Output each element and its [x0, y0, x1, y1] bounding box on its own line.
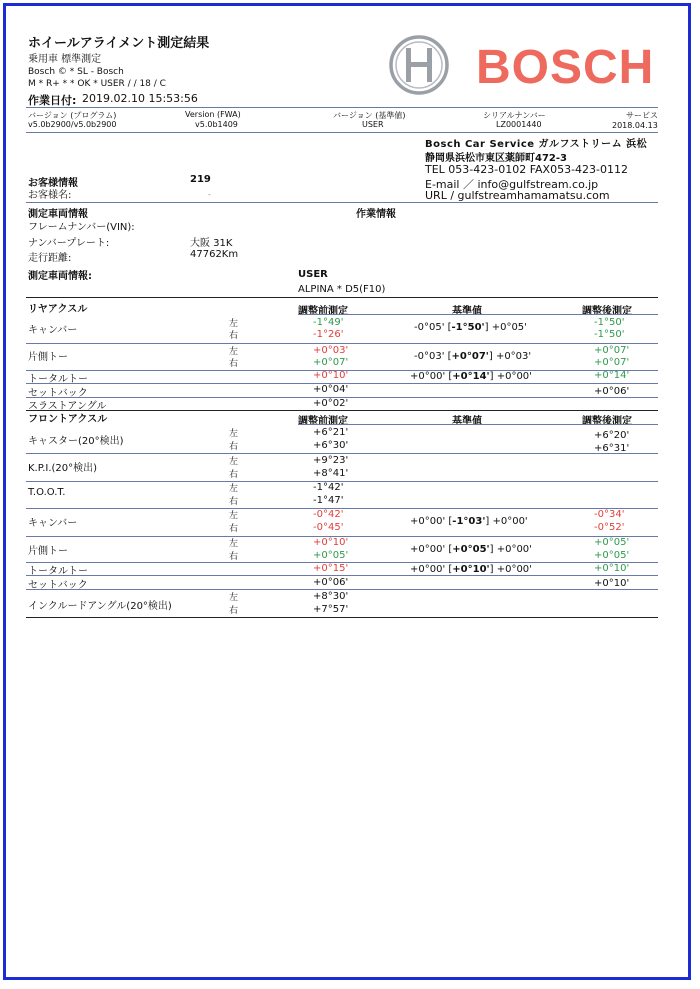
- rear-total-toe-before: +0°10': [313, 370, 349, 381]
- customer-name-value: -: [208, 190, 211, 199]
- toot-before-left: -1°42': [313, 482, 344, 493]
- bosch-logo-text: BOSCH: [476, 41, 655, 94]
- left-label: 左: [229, 539, 239, 549]
- rear-camber-after-right: -1°50': [594, 329, 625, 340]
- divider: [26, 410, 658, 411]
- mileage-value: 47762Km: [190, 249, 239, 260]
- rear-col-after: 調整後測定: [582, 306, 632, 317]
- caster-label: キャスター(20°検出): [28, 436, 124, 447]
- rear-setback-after: +0°06': [594, 386, 630, 397]
- rear-toe-after-right: +0°07': [594, 357, 630, 368]
- front-col-spec: 基準値: [452, 416, 482, 427]
- front-col-before: 調整前測定: [298, 416, 348, 427]
- version-program-label: バージョン (プログラム): [28, 111, 117, 120]
- kpi-label: K.P.I.(20°検出): [28, 463, 98, 474]
- rear-total-toe-spec: +0°00' [+0°14'] +0°00': [410, 371, 532, 382]
- front-toe-before-right: +0°05': [313, 550, 349, 561]
- caster-after-right: +6°31': [594, 443, 630, 454]
- divider: [26, 297, 658, 298]
- right-label: 右: [229, 497, 239, 507]
- rear-total-toe-label: トータルトー: [28, 374, 88, 385]
- divider: [26, 202, 658, 203]
- front-toe-spec: +0°00' [+0°05'] +0°00': [410, 544, 532, 555]
- caster-before-right: +6°30': [313, 440, 349, 451]
- serial-value: LZ0001440: [496, 120, 542, 129]
- right-label: 右: [229, 524, 239, 534]
- rear-camber-label: キャンバー: [28, 325, 78, 336]
- bosch-armature-logo: [388, 34, 450, 96]
- version-fwa-value: v5.0b1409: [195, 120, 238, 129]
- vehicle-model: ALPINA * D5(F10): [298, 284, 386, 295]
- left-label: 左: [229, 429, 239, 439]
- divider: [26, 132, 658, 133]
- serial-label: シリアルナンバー: [483, 111, 546, 120]
- rear-toe-spec: -0°03' [+0°07'] +0°03': [414, 351, 532, 362]
- front-toe-before-left: +0°10': [313, 537, 349, 548]
- rear-setback-before: +0°04': [313, 384, 349, 395]
- front-setback-after: +0°10': [594, 578, 630, 589]
- divider: [26, 575, 658, 576]
- included-angle-before-right: +7°57': [313, 604, 349, 615]
- rear-camber-spec: -0°05' [-1°50'] +0°05': [414, 322, 527, 333]
- front-total-toe-spec: +0°00' [+0°10'] +0°00': [410, 564, 532, 575]
- right-label: 右: [229, 331, 239, 341]
- shop-name: Bosch Car Service ガルフストリーム 浜松: [425, 139, 648, 150]
- customer-info-value: 219: [190, 174, 211, 185]
- version-base-value: USER: [362, 120, 384, 129]
- work-date-label: 作業日付:: [28, 94, 77, 107]
- shop-address: 静岡県浜松市東区薬師町472-3: [425, 153, 567, 164]
- left-label: 左: [229, 484, 239, 494]
- front-camber-label: キャンバー: [28, 518, 78, 529]
- front-total-toe-label: トータルトー: [28, 566, 88, 577]
- front-total-toe-after: +0°10': [594, 563, 630, 574]
- left-label: 左: [229, 511, 239, 521]
- included-angle-before-left: +8°30': [313, 591, 349, 602]
- divider: [26, 589, 658, 590]
- front-camber-after-right: -0°52': [594, 522, 625, 533]
- divider: [26, 453, 658, 454]
- front-toe-after-right: +0°05': [594, 550, 630, 561]
- left-label: 左: [229, 347, 239, 357]
- vehicle-section-label: 測定車両情報: [28, 209, 88, 220]
- service-value: 2018.04.13: [612, 121, 658, 130]
- front-setback-before: +0°06': [313, 577, 349, 588]
- front-camber-before-left: -0°42': [313, 509, 344, 520]
- right-label: 右: [229, 552, 239, 562]
- right-label: 右: [229, 359, 239, 369]
- header-line2: M * R+ * * OK * USER / / 18 / C: [28, 79, 166, 89]
- front-axle-title: フロントアクスル: [28, 414, 108, 425]
- right-label: 右: [229, 442, 239, 452]
- toot-before-right: -1°47': [313, 495, 344, 506]
- rear-setback-label: セットバック: [28, 388, 88, 399]
- included-angle-label: インクルードアングル(20°検出): [28, 601, 172, 612]
- version-base-label: バージョン (基準値): [333, 111, 406, 120]
- thrust-angle-label: スラストアングル: [28, 401, 107, 412]
- right-label: 右: [229, 606, 239, 616]
- rear-toe-before-right: +0°07': [313, 357, 349, 368]
- version-program-value: v5.0b2900/v5.0b2900: [28, 120, 117, 129]
- rear-camber-before-right: -1°26': [313, 329, 344, 340]
- kpi-before-left: +9°23': [313, 455, 349, 466]
- front-camber-before-right: -0°45': [313, 522, 344, 533]
- rear-toe-before-left: +0°03': [313, 345, 349, 356]
- customer-info-label: お客様情報: [28, 178, 78, 189]
- rear-toe-after-left: +0°07': [594, 345, 630, 356]
- front-toe-label: 片側トー: [28, 546, 68, 557]
- kpi-before-right: +8°41': [313, 468, 349, 479]
- caster-after-left: +6°20': [594, 430, 630, 441]
- work-info-label: 作業情報: [356, 209, 396, 220]
- header-line1: Bosch © * SL - Bosch: [28, 67, 124, 77]
- service-label: サービス: [626, 111, 658, 120]
- front-toe-after-left: +0°05': [594, 537, 630, 548]
- customer-name-label: お客様名:: [28, 190, 72, 201]
- front-camber-spec: +0°00' [-1°03'] +0°00': [410, 516, 528, 527]
- vehicle-info-label: 測定車両情報:: [28, 271, 92, 282]
- rear-toe-label: 片側トー: [28, 352, 68, 363]
- divider: [26, 617, 658, 618]
- front-camber-after-left: -0°34': [594, 509, 625, 520]
- caster-before-left: +6°21': [313, 427, 349, 438]
- rear-axle-title: リヤアクスル: [28, 304, 88, 315]
- report-subtitle: 乗用車 標準測定: [28, 54, 102, 65]
- front-total-toe-before: +0°15': [313, 563, 349, 574]
- divider: [26, 343, 658, 344]
- right-label: 右: [229, 470, 239, 480]
- vin-label: フレームナンバー(VIN):: [28, 222, 135, 233]
- work-date: 2019.02.10 15:53:56: [82, 92, 198, 105]
- left-label: 左: [229, 457, 239, 467]
- rear-col-before: 調整前測定: [298, 306, 348, 317]
- mileage-label: 走行距離:: [28, 253, 72, 264]
- front-setback-label: セットバック: [28, 580, 88, 591]
- vehicle-make: USER: [298, 269, 328, 280]
- front-col-after: 調整後測定: [582, 416, 632, 427]
- shop-tel: TEL 053-423-0102 FAX053-423-0112: [425, 163, 629, 176]
- version-fwa-label: Version (FWA): [185, 110, 241, 119]
- divider: [26, 107, 658, 108]
- rear-camber-after-left: -1°50': [594, 317, 625, 328]
- shop-url: URL / gulfstreamhamamatsu.com: [425, 189, 610, 202]
- plate-value: 大阪 31K: [190, 238, 233, 249]
- report-title: ホイールアライメント測定結果: [28, 36, 210, 51]
- divider: [298, 314, 658, 315]
- divider: [298, 424, 658, 425]
- left-label: 左: [229, 593, 239, 603]
- plate-label: ナンバープレート:: [28, 238, 110, 249]
- rear-total-toe-after: +0°14': [594, 370, 630, 381]
- thrust-angle-before: +0°02': [313, 398, 349, 409]
- shop-email: E-mail ／ info@gulfstream.co.jp: [425, 178, 599, 191]
- left-label: 左: [229, 319, 239, 329]
- rear-col-spec: 基準値: [452, 306, 482, 317]
- rear-camber-before-left: -1°49': [313, 317, 344, 328]
- toot-label: T.O.O.T.: [28, 487, 66, 498]
